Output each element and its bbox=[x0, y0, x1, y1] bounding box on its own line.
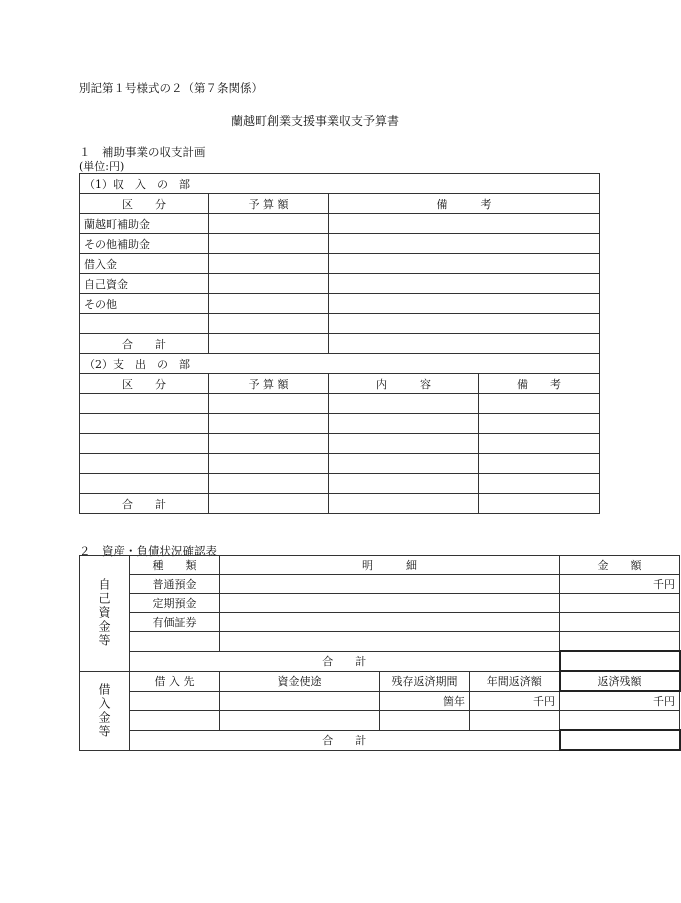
expense-category-cell[interactable] bbox=[80, 394, 209, 414]
table-row bbox=[80, 594, 680, 613]
own-funds-col-detail: 明 細 bbox=[220, 556, 560, 575]
income-total-label: 合 計 bbox=[80, 334, 209, 354]
income-heading: （1）収 入 の 部 bbox=[80, 174, 600, 194]
expense-total-label: 合 計 bbox=[80, 494, 209, 514]
own-funds-detail-cell[interactable] bbox=[220, 613, 560, 632]
section1-heading: １ 補助事業の収支計画 bbox=[79, 145, 206, 159]
expense-category-cell[interactable] bbox=[80, 434, 209, 454]
loans-col-use: 資金使途 bbox=[220, 671, 380, 691]
own-funds-detail-cell[interactable] bbox=[220, 575, 560, 594]
loans-use-cell[interactable] bbox=[220, 691, 380, 711]
own-funds-type: 普通預金 bbox=[130, 575, 220, 594]
own-funds-detail-cell[interactable] bbox=[220, 632, 560, 652]
table-row bbox=[80, 234, 600, 254]
expense-col-budget: 予 算 額 bbox=[209, 374, 329, 394]
expense-budget-cell[interactable] bbox=[209, 394, 329, 414]
table-row bbox=[80, 575, 680, 594]
own-funds-amount-cell[interactable] bbox=[560, 632, 680, 652]
loans-use-cell[interactable] bbox=[220, 711, 380, 731]
expense-remarks-cell[interactable] bbox=[479, 434, 600, 454]
loans-period-cell[interactable]: 箇年 bbox=[380, 691, 470, 711]
income-col-remarks: 備 考 bbox=[329, 194, 600, 214]
income-budget-cell[interactable] bbox=[209, 254, 329, 274]
income-remarks-cell[interactable] bbox=[329, 254, 600, 274]
income-total-cell[interactable] bbox=[209, 334, 329, 354]
loans-balance-cell[interactable]: 千円 bbox=[560, 691, 680, 711]
loans-annual-cell[interactable]: 千円 bbox=[470, 691, 560, 711]
loans-balance-cell[interactable] bbox=[560, 711, 680, 731]
expense-col-category: 区 分 bbox=[80, 374, 209, 394]
form-number: 別記第１号様式の２（第７条関係） bbox=[79, 81, 263, 95]
loans-period-cell[interactable] bbox=[380, 711, 470, 731]
loans-total-label: 合 計 bbox=[130, 730, 560, 750]
table-row bbox=[80, 434, 600, 454]
own-funds-amount-cell[interactable] bbox=[560, 613, 680, 632]
expense-col-remarks: 備 考 bbox=[479, 374, 600, 394]
expense-content-cell[interactable] bbox=[329, 414, 479, 434]
own-funds-label-text: 自己資金等 bbox=[97, 578, 111, 649]
expense-category-cell[interactable] bbox=[80, 474, 209, 494]
expense-budget-cell[interactable] bbox=[209, 454, 329, 474]
loans-lender-cell[interactable] bbox=[130, 691, 220, 711]
income-row-label: 蘭越町補助金 bbox=[80, 214, 209, 234]
table-row bbox=[80, 711, 680, 731]
income-row-label: 自己資金 bbox=[80, 274, 209, 294]
income-budget-cell[interactable] bbox=[209, 274, 329, 294]
budget-table bbox=[79, 173, 600, 514]
expense-total-row bbox=[80, 494, 600, 514]
loans-col-balance: 返済残額 bbox=[560, 671, 680, 691]
own-funds-amount-cell[interactable] bbox=[560, 594, 680, 613]
unit-label: (単位:円) bbox=[79, 160, 125, 173]
expense-remarks-cell[interactable] bbox=[479, 414, 600, 434]
income-remarks-cell[interactable] bbox=[329, 314, 600, 334]
expense-budget-cell[interactable] bbox=[209, 474, 329, 494]
loans-label-text: 借入金等 bbox=[97, 682, 111, 739]
document-title: 蘭越町創業支援事業収支予算書 bbox=[230, 114, 399, 128]
table-row bbox=[80, 254, 600, 274]
table-row bbox=[80, 691, 680, 711]
section2-heading: ２ 資産・負債状況確認表 bbox=[79, 544, 217, 558]
income-row-label: 借入金 bbox=[80, 254, 209, 274]
expense-total-remarks[interactable] bbox=[479, 494, 600, 514]
table-row bbox=[80, 613, 680, 632]
own-funds-detail-cell[interactable] bbox=[220, 594, 560, 613]
loans-col-annual: 年間返済額 bbox=[470, 671, 560, 691]
loans-total-cell[interactable] bbox=[560, 730, 680, 750]
income-row-label[interactable] bbox=[80, 314, 209, 334]
loans-col-period: 残存返済期間 bbox=[380, 671, 470, 691]
loans-annual-cell[interactable] bbox=[470, 711, 560, 731]
income-col-budget: 予 算 額 bbox=[209, 194, 329, 214]
expense-heading: （2）支 出 の 部 bbox=[80, 354, 600, 374]
table-row bbox=[80, 414, 600, 434]
asset-liability-table bbox=[79, 555, 681, 751]
table-row bbox=[80, 314, 600, 334]
loans-col-lender: 借 入 先 bbox=[130, 671, 220, 691]
own-funds-total-label: 合 計 bbox=[130, 651, 560, 671]
expense-content-cell[interactable] bbox=[329, 474, 479, 494]
loans-total-row bbox=[80, 730, 680, 750]
expense-budget-cell[interactable] bbox=[209, 434, 329, 454]
expense-remarks-cell[interactable] bbox=[479, 474, 600, 494]
own-funds-label bbox=[80, 556, 130, 672]
own-funds-type[interactable] bbox=[130, 632, 220, 652]
own-funds-total-row bbox=[80, 651, 680, 671]
table-row bbox=[80, 274, 600, 294]
expense-total-cell[interactable] bbox=[209, 494, 329, 514]
own-funds-amount-cell[interactable]: 千円 bbox=[560, 575, 680, 594]
own-funds-type: 定期預金 bbox=[130, 594, 220, 613]
expense-col-content: 内 容 bbox=[329, 374, 479, 394]
table-row bbox=[80, 474, 600, 494]
income-row-label: その他補助金 bbox=[80, 234, 209, 254]
expense-category-cell[interactable] bbox=[80, 454, 209, 474]
own-funds-col-type: 種 類 bbox=[130, 556, 220, 575]
income-budget-cell[interactable] bbox=[209, 214, 329, 234]
income-budget-cell[interactable] bbox=[209, 314, 329, 334]
income-budget-cell[interactable] bbox=[209, 234, 329, 254]
loans-lender-cell[interactable] bbox=[130, 711, 220, 731]
own-funds-type: 有価証券 bbox=[130, 613, 220, 632]
income-remarks-cell[interactable] bbox=[329, 234, 600, 254]
income-col-category: 区 分 bbox=[80, 194, 209, 214]
expense-content-cell[interactable] bbox=[329, 434, 479, 454]
expense-content-cell[interactable] bbox=[329, 454, 479, 474]
expense-content-cell[interactable] bbox=[329, 394, 479, 414]
own-funds-col-amount: 金 額 bbox=[560, 556, 680, 575]
income-total-remarks[interactable] bbox=[329, 334, 600, 354]
expense-budget-cell[interactable] bbox=[209, 414, 329, 434]
expense-remarks-cell[interactable] bbox=[479, 454, 600, 474]
loans-label bbox=[80, 671, 130, 750]
expense-category-cell[interactable] bbox=[80, 414, 209, 434]
income-budget-cell[interactable] bbox=[209, 294, 329, 314]
income-remarks-cell[interactable] bbox=[329, 294, 600, 314]
income-remarks-cell[interactable] bbox=[329, 274, 600, 294]
expense-total-content[interactable] bbox=[329, 494, 479, 514]
table-row bbox=[80, 454, 600, 474]
expense-remarks-cell[interactable] bbox=[479, 394, 600, 414]
income-row-label: その他 bbox=[80, 294, 209, 314]
table-row bbox=[80, 214, 600, 234]
income-total-row bbox=[80, 334, 600, 354]
own-funds-total-cell[interactable] bbox=[560, 651, 680, 671]
table-row bbox=[80, 394, 600, 414]
income-remarks-cell[interactable] bbox=[329, 214, 600, 234]
table-row bbox=[80, 294, 600, 314]
table-row bbox=[80, 632, 680, 652]
